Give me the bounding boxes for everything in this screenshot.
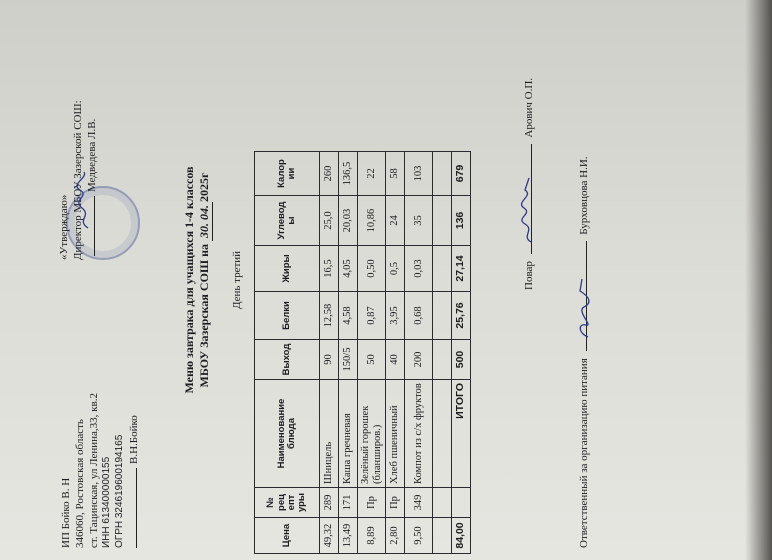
cell-fat: 0,50 [358,246,386,292]
approval-heading: «Утверждаю» [58,194,70,260]
responsible-signature [578,156,592,548]
signature-underline [136,468,137,548]
cell-dish: Хлеб пшеничный [386,380,405,488]
menu-day-label: День третий [231,250,243,310]
cell-protein: 3,95 [386,292,405,340]
cell-portion: 200 [405,340,433,380]
cell-empty [433,246,452,292]
cell-protein: 0,87 [358,292,386,340]
cell-dish: Зелёный горошек (бланширов.) [358,380,386,488]
total-fat: 27,14 [452,246,471,292]
cell-calories: 58 [386,152,405,196]
cell-empty [433,292,452,340]
table-total-row [452,152,471,554]
col-header-protein: Белки [255,292,320,340]
cook-signature [523,78,537,290]
cell-empty [433,380,452,488]
total-protein: 25,76 [452,292,471,340]
approval-position: Директор МБОУ Зазерской СОШ: [71,100,84,260]
menu-title-line1: Меню завтрака для учащихся 1-4 классов [182,166,196,394]
table-row [386,152,405,554]
cell-recipe: 349 [405,488,433,518]
cell-recipe: Пр [386,488,405,518]
cell-protein: 12,58 [320,292,339,340]
cell-recipe: 289 [320,488,339,518]
cell-portion: 90 [320,340,339,380]
cell-fat: 4,05 [339,246,358,292]
cell-portion: 150/5 [339,340,358,380]
cook-label: Повар [523,261,535,290]
company-ogrn: ОГРН 324619600194165 [113,434,125,548]
col-header-fat: Жиры [255,246,320,292]
cell-empty [433,340,452,380]
col-header-dish: Наименование блюда [255,380,320,488]
total-calories: 679 [452,152,471,196]
cook-signature-line [531,144,532,254]
col-header-portion: Выход [255,340,320,380]
cell-carbs: 35 [405,196,433,246]
cell-empty [433,518,452,554]
menu-title [182,0,213,560]
cell-calories: 22 [358,152,386,196]
cell-price: 9,50 [405,518,433,554]
menu-date: 30. 04. [197,202,213,241]
cell-price: 2,80 [386,518,405,554]
company-address-region: 346060, Ростовская область [73,419,86,548]
company-signature-line [128,318,142,548]
table-row-empty [433,152,452,554]
total-price: 84,00 [452,518,471,554]
col-header-calories: Калор ии [255,152,320,196]
cell-empty [433,152,452,196]
table-row [358,152,386,554]
col-header-recipe: № рец епт уры [255,488,320,518]
cell-empty [433,488,452,518]
company-address-street: ст. Тацинская, ул Ленина,33, кв.2 [87,393,100,548]
cell-carbs: 10,86 [358,196,386,246]
cell-dish: Шницель [320,380,339,488]
col-header-price: Цена [255,518,320,554]
cook-signature-scribble [519,174,537,244]
total-recipe [452,488,471,518]
cell-dish: Каша гречневая [339,380,358,488]
responsible-name: Бурховцова Н.И. [578,156,590,235]
cell-fat: 0,5 [386,246,405,292]
menu-title-line2 [197,0,213,560]
cell-protein: 4,58 [339,292,358,340]
responsible-signature-line [586,242,587,352]
total-label: ИТОГО [452,380,471,488]
cell-fat: 0,03 [405,246,433,292]
total-carbs: 136 [452,196,471,246]
company-name: ИП Бойко В. Н [60,477,72,548]
cell-fat: 16,5 [320,246,339,292]
table-row [339,152,358,554]
cell-price: 49,32 [320,518,339,554]
director-signature [74,170,94,230]
cell-calories: 136,5 [339,152,358,196]
table-row [320,152,339,554]
cell-price: 8,89 [358,518,386,554]
total-portion: 500 [452,340,471,380]
cell-portion: 40 [386,340,405,380]
menu-year: 2025г [197,172,211,202]
cell-portion: 50 [358,340,386,380]
company-inn: ИНН 613400000155 [101,456,113,548]
cell-carbs: 25,0 [320,196,339,246]
cell-protein: 0,68 [405,292,433,340]
menu-table [254,151,471,554]
cell-recipe: 171 [339,488,358,518]
responsible-signature-scribble [574,272,594,342]
approval-director: Медведева Л.В. [85,118,98,192]
table-header-row [255,152,320,554]
edge-shadow [745,0,772,560]
cook-name: Арович О.П. [523,77,535,138]
table-row [405,152,433,554]
col-header-carbs: Углевод ы [255,196,320,246]
cell-calories: 260 [320,152,339,196]
cell-recipe: Пр [358,488,386,518]
company-details [60,318,142,548]
responsible-label: Ответственный за организацию питания [578,358,590,548]
company-signer: В.Н.Бойко [128,415,141,464]
cell-calories: 103 [405,152,433,196]
cell-empty [433,196,452,246]
cell-carbs: 24 [386,196,405,246]
cell-dish: Компот из с/х фруктов [405,380,433,488]
cell-price: 13,49 [339,518,358,554]
school-name: МБОУ Зазерская СОШ на [197,244,211,388]
cell-carbs: 20,03 [339,196,358,246]
